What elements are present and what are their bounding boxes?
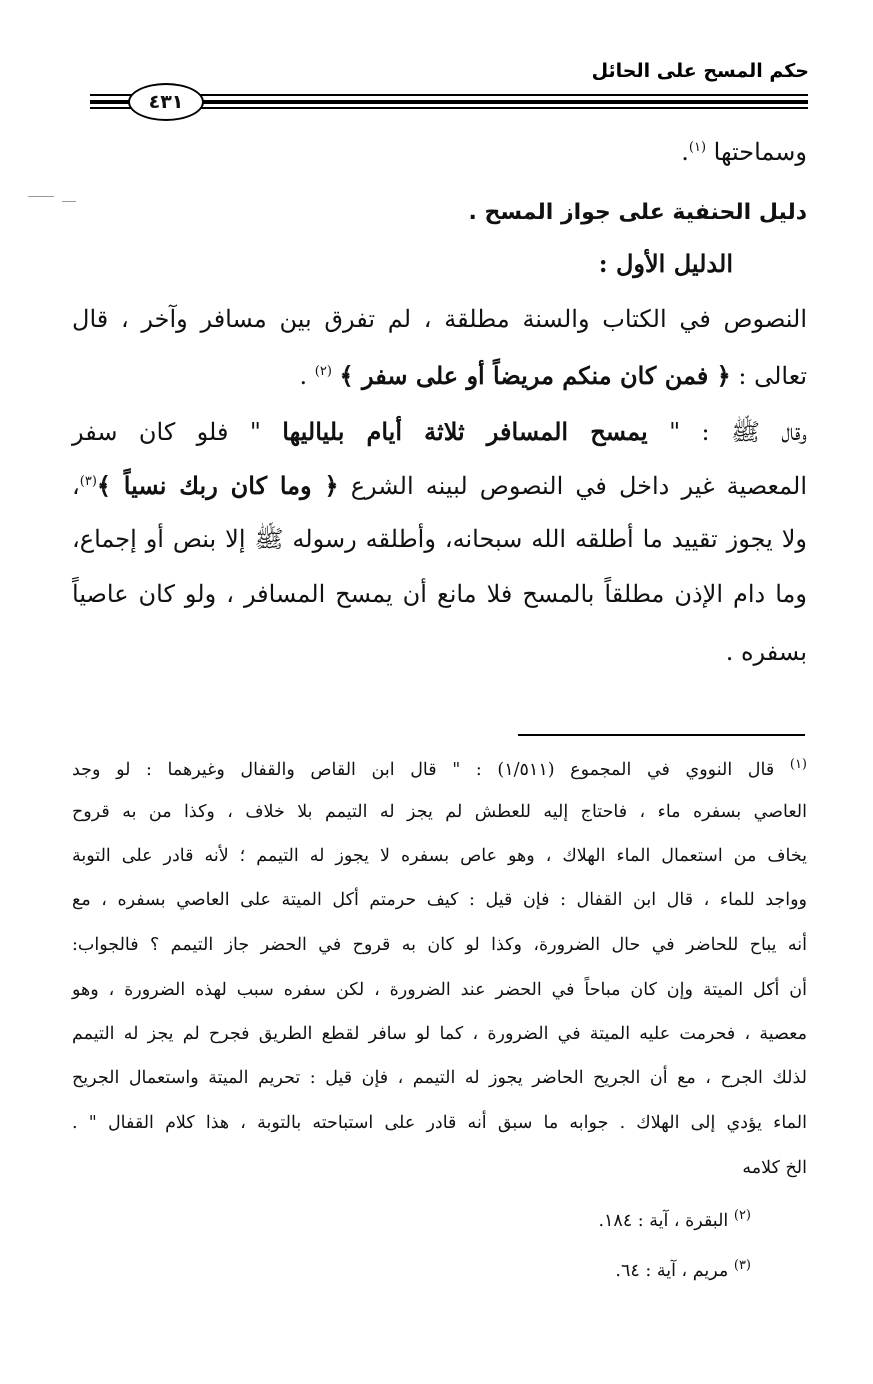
footnote-line: العاصي بسفره ماء ، فاحتاج إليه للعطش لم يجز له التيمم بلا خلاف ، وكذا من به قروح — [72, 802, 807, 822]
footnote-ref: (٢) — [314, 364, 332, 379]
body-text: تعالى : — [738, 362, 807, 390]
body-text: ، — [72, 472, 80, 500]
running-title: حكم المسح على الحائل — [591, 60, 809, 82]
body-line: بسفره . — [725, 638, 807, 666]
footnote-line: وواجد للماء ، قال ابن القفال : فإن قيل : كيف حرمتم أكل الميتة على العاصي بسفره ، مع — [72, 890, 807, 910]
footnote-line: أن أكل الميتة وإن كان مباحاً في الحضر عند الضرورة ، لكن سفره سبب لهذه الضرورة ، وهو — [72, 980, 807, 1000]
footnote-line: الماء يؤدي إلى الهلاك . جوابه ما سبق أنه قادر على استباحته بالتوبة ، هذا كلام القفال " . — [72, 1113, 807, 1133]
footnote-ref: (٣) — [79, 474, 97, 489]
quran-quote: ﴿ فمن كان منكم مريضاً أو على سفر ﴾ — [339, 361, 731, 390]
footnote-ref: (١) — [688, 140, 707, 155]
footnote-text: مريم ، آية : ٦٤. — [615, 1260, 729, 1281]
footnote-line — [72, 757, 807, 781]
footnote-line: الخ كلامه — [742, 1158, 807, 1178]
body-text: . — [299, 362, 315, 390]
footnote-text: البقرة ، آية : ١٨٤. — [598, 1210, 729, 1231]
subheading: الدليل الأول : — [598, 249, 733, 278]
body-line: ولا يجوز تقييد ما أطلقه الله سبحانه، وأطلقه رسوله ﷺ إلا بنص أو إجماع، — [72, 525, 807, 553]
footnote-line: أنه يباح للحاضر في حال الضرورة، وكذا لو كان به قروح في الحضر جاز التيمم ؟ فالجواب: — [72, 935, 807, 955]
body-text: وقال ﷺ : " — [669, 418, 807, 446]
body-text: المعصية غير داخل في النصوص لبينه الشرع — [350, 472, 807, 500]
footnote-number: (١) — [789, 757, 807, 772]
body-line-1: وسماحتها $^{(١)}$. — [681, 138, 807, 166]
body-text: " فلو كان سفر — [72, 418, 261, 446]
footnote-number: (٢) — [733, 1208, 751, 1223]
footnote-3 — [615, 1258, 751, 1282]
body-line — [300, 362, 808, 391]
footnote-2 — [598, 1208, 751, 1232]
margin-mark — [28, 196, 54, 197]
body-line — [72, 472, 807, 501]
section-heading: دليل الحنفية على جواز المسح . — [468, 200, 807, 225]
page-number: ٤٣١ — [128, 83, 204, 121]
footnote-line: لذلك الجرح ، مع أن الجريح الحاضر يجوز له التيمم ، فإن قيل : تحريم الميتة واستعمال الجريح — [72, 1068, 807, 1088]
footnote-number: (٣) — [733, 1258, 751, 1273]
body-text: وسماحتها — [713, 138, 807, 166]
margin-mark — [62, 201, 76, 202]
footnote-line: يخاف من استعمال الماء الهلاك ، وهو عاص بسفره لا يجوز له التيمم ؛ لأنه قادر على التوبة — [72, 846, 807, 866]
quran-quote: ﴿ وما كان ربك نسياً ﴾ — [96, 471, 339, 500]
footnote-text: قال النووي في المجموع (١/٥١١) : " قال ابن القاص والقفال وغيرهما : لو وجد — [72, 759, 775, 780]
body-line: وما دام الإذن مطلقاً بالمسح فلا مانع أن يمسح المسافر ، ولو كان عاصياً — [72, 580, 807, 608]
hadith-quote: يمسح المسافر ثلاثة أيام بلياليها — [282, 417, 648, 446]
body-line — [72, 418, 807, 447]
footnote-separator — [518, 734, 805, 736]
footnote-line: معصية ، فحرمت عليه الميتة في الضرورة ، كما لو سافر لقطع الطريق فجرح لم يجز له التيمم — [72, 1024, 807, 1044]
body-line: النصوص في الكتاب والسنة مطلقة ، لم تفرق بين مسافر وآخر ، قال — [72, 305, 807, 333]
